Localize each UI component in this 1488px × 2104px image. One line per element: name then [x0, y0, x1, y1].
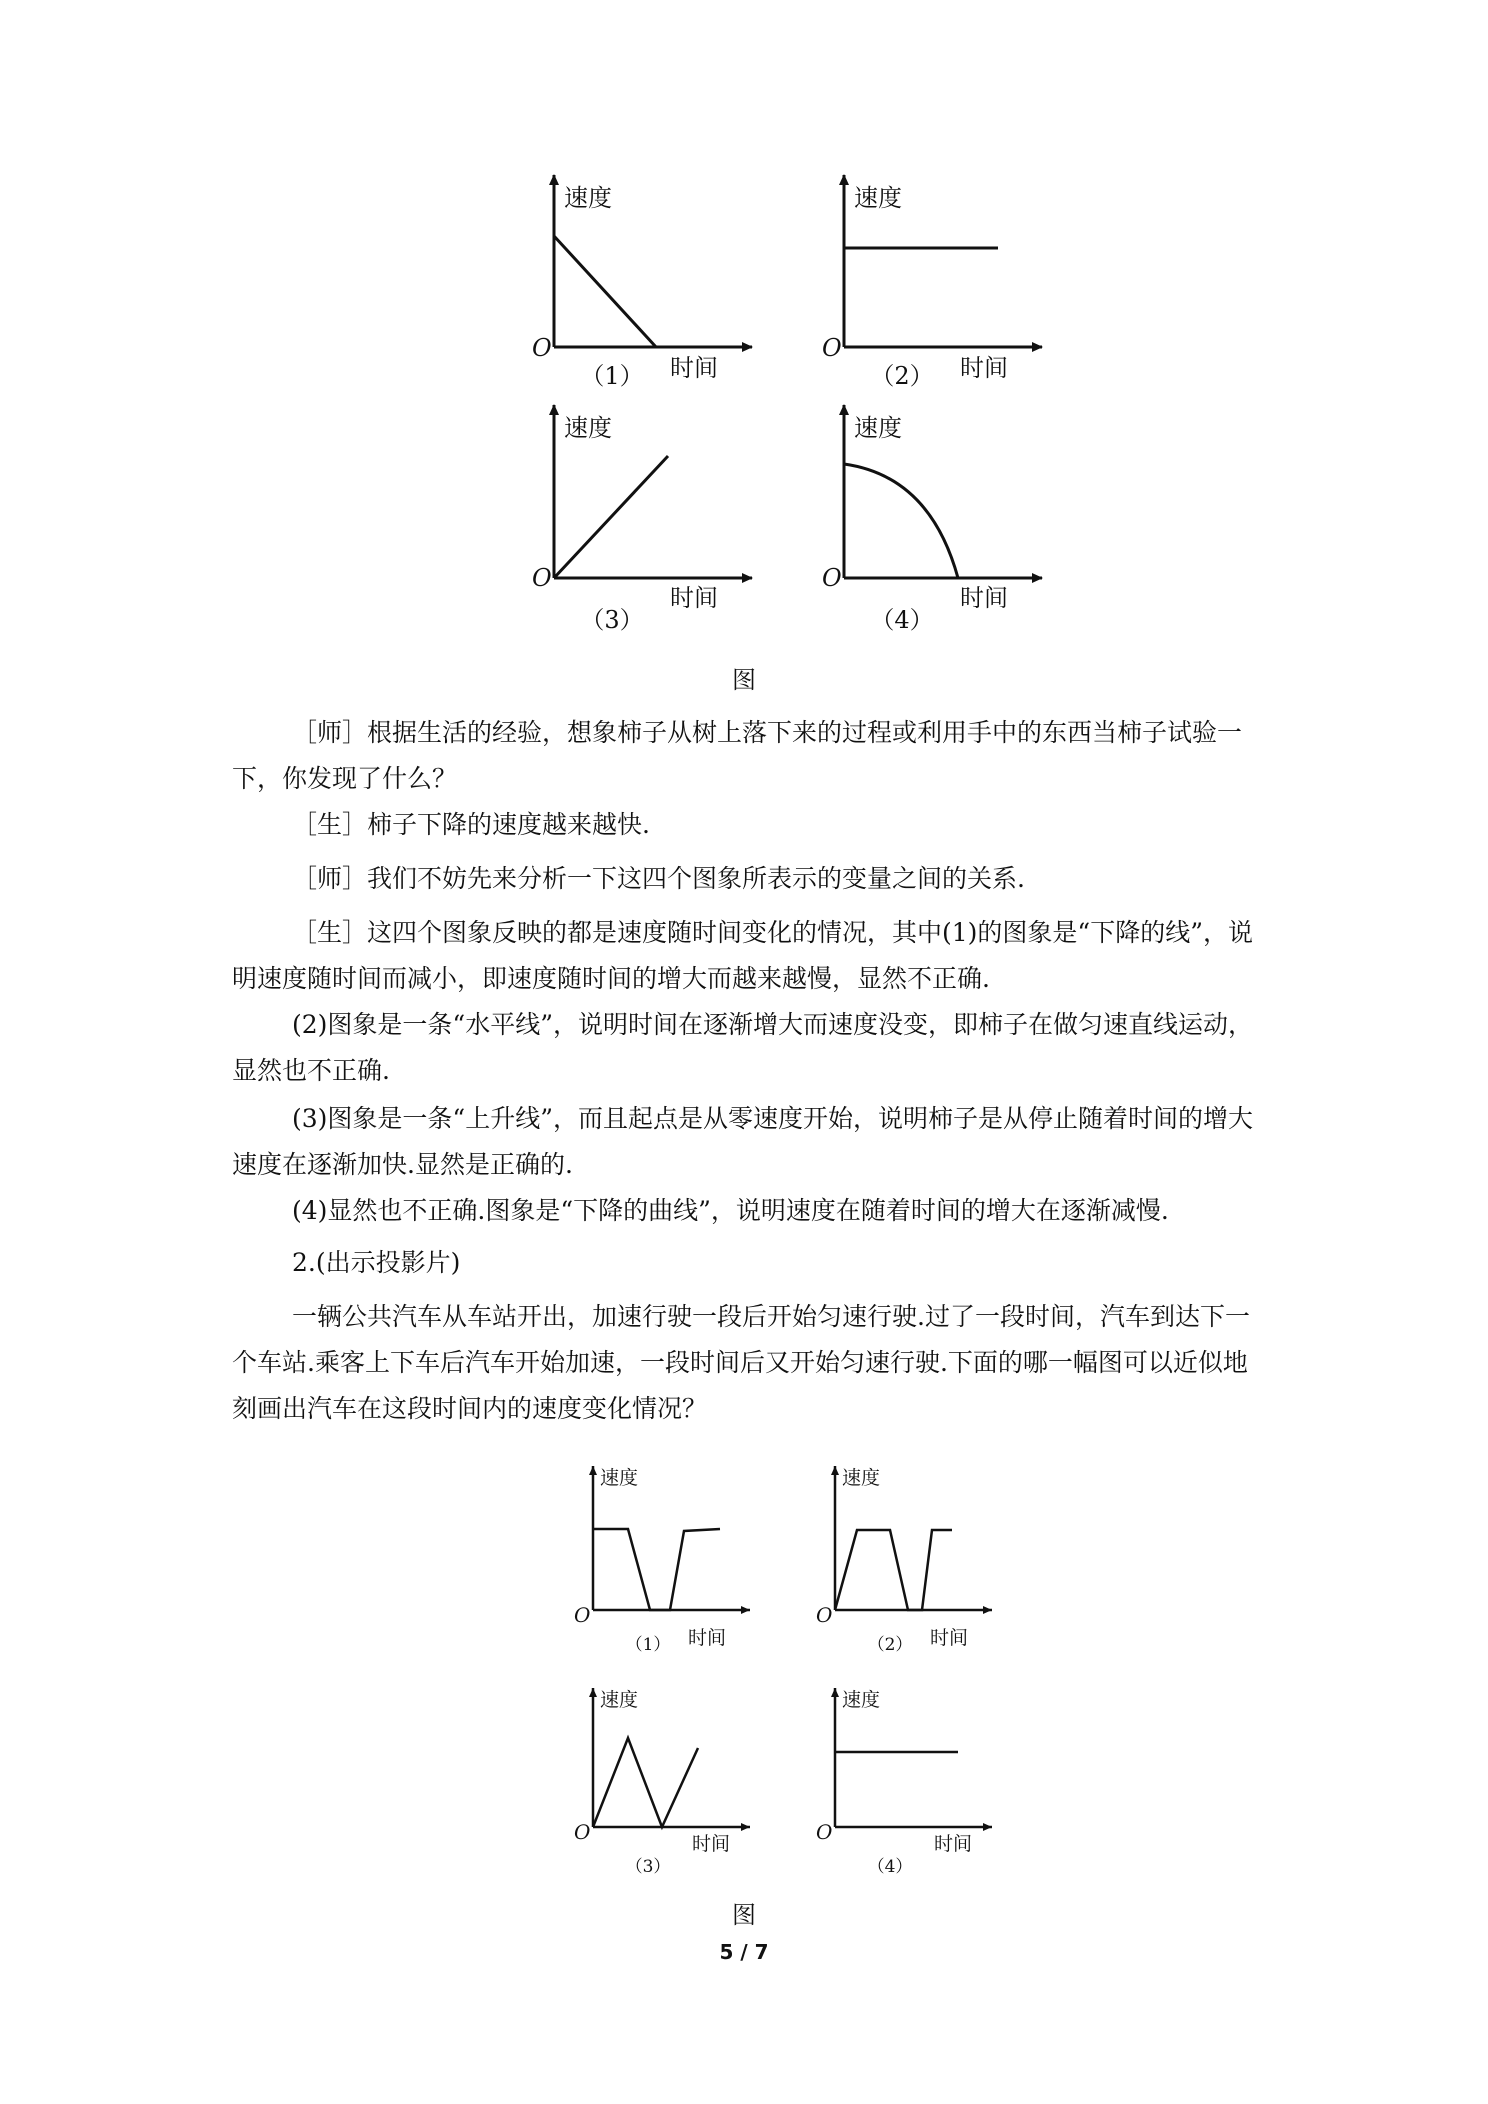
- speed-curve: [844, 464, 958, 578]
- y-axis-label: 速度: [564, 414, 612, 442]
- origin-label: O: [822, 564, 842, 592]
- origin-label: O: [816, 1820, 833, 1844]
- paragraph-bus-problem: 一辆公共汽车从车站开出，加速行驶一段后开始匀速行驶.过了一段时间，汽车到达下一个车站.乘客上下车后汽车开始加速，一段时间后又开始匀速行驶.下面的哪一幅图可以近似地刻画出汽车在这段时间内的速度变化情况？: [232, 1302, 1250, 1423]
- y-axis-label: 速度: [600, 1689, 639, 1711]
- x-axis-label: 时间: [688, 1627, 727, 1649]
- y-axis-label: 速度: [854, 414, 902, 442]
- y-axis-label: 速度: [600, 1467, 639, 1489]
- y-axis-label: 速度: [564, 184, 612, 212]
- origin-label: O: [574, 1820, 591, 1844]
- origin-label: O: [532, 334, 552, 362]
- graph-2-2: [810, 1462, 1010, 1662]
- speed-line: [593, 1738, 698, 1827]
- x-axis-label: 时间: [960, 584, 1008, 612]
- graph-2-4: [810, 1684, 1010, 1884]
- x-axis-label: 时间: [930, 1627, 969, 1649]
- paragraph-graph-3-analysis: (3)图象是一条“上升线”，而且起点是从零速度开始，说明柿子是从停止随着时间的增大速度在逐渐加快.显然是正确的.: [232, 1104, 1253, 1179]
- speed-line: [554, 236, 656, 347]
- graph-2-1: [568, 1462, 768, 1662]
- origin-label: O: [816, 1603, 833, 1627]
- figure-1-caption: 图: [732, 666, 756, 694]
- page-number: 5 / 7: [719, 1940, 769, 1964]
- paragraph-graph-4-analysis: (4)显然也不正确.图象是“下降的曲线”，说明速度在随着时间的增大在逐渐减慢.: [292, 1196, 1169, 1225]
- paragraph-student-answer: ［生］柿子下降的速度越来越快.: [292, 810, 650, 839]
- graph-label: （4）: [870, 606, 934, 634]
- paragraph-teacher-analysis: ［师］我们不妨先来分析一下这四个图象所表示的变量之间的关系.: [292, 864, 1025, 893]
- paragraph-student-analysis: ［生］这四个图象反映的都是速度随时间变化的情况，其中(1)的图象是“下降的线”，说明速度随时间而减小，即速度随时间的增大而越来越慢，显然不正确.: [232, 918, 1253, 993]
- graph-label: （1）: [625, 1635, 671, 1655]
- paragraph-projection: 2.(出示投影片): [292, 1248, 461, 1277]
- graph-1-1: [520, 170, 760, 400]
- y-axis-label: 速度: [854, 184, 902, 212]
- paragraph-teacher-question: ［师］根据生活的经验，想象柿子从树上落下来的过程或利用手中的东西当柿子试验一下，你发现了什么？: [232, 718, 1243, 793]
- y-axis-label: 速度: [842, 1689, 881, 1711]
- graph-label: （2）: [870, 362, 934, 390]
- graph-1-4: [810, 400, 1050, 640]
- speed-line: [593, 1529, 720, 1610]
- origin-label: O: [532, 564, 552, 592]
- x-axis-label: 时间: [934, 1833, 973, 1855]
- x-axis-label: 时间: [692, 1833, 731, 1855]
- graph-2-3: [568, 1684, 768, 1884]
- graph-label: （2）: [867, 1635, 913, 1655]
- x-axis-label: 时间: [670, 584, 718, 612]
- x-axis-label: 时间: [670, 354, 718, 382]
- figure-2-caption: 图: [732, 1901, 756, 1929]
- graph-label: （3）: [580, 606, 644, 634]
- graph-label: （4）: [867, 1857, 913, 1877]
- origin-label: O: [822, 334, 842, 362]
- y-axis-label: 速度: [842, 1467, 881, 1489]
- graph-label: （1）: [580, 362, 644, 390]
- speed-line: [554, 456, 668, 578]
- graph-label: （3）: [625, 1857, 671, 1877]
- x-axis-label: 时间: [960, 354, 1008, 382]
- origin-label: O: [574, 1603, 591, 1627]
- speed-line: [835, 1530, 952, 1610]
- graph-1-3: [520, 400, 760, 640]
- paragraph-graph-2-analysis: (2)图象是一条“水平线”，说明时间在逐渐增大而速度没变，即柿子在做匀速直线运动，显然也不正确.: [232, 1010, 1253, 1085]
- graph-1-2: [810, 170, 1050, 400]
